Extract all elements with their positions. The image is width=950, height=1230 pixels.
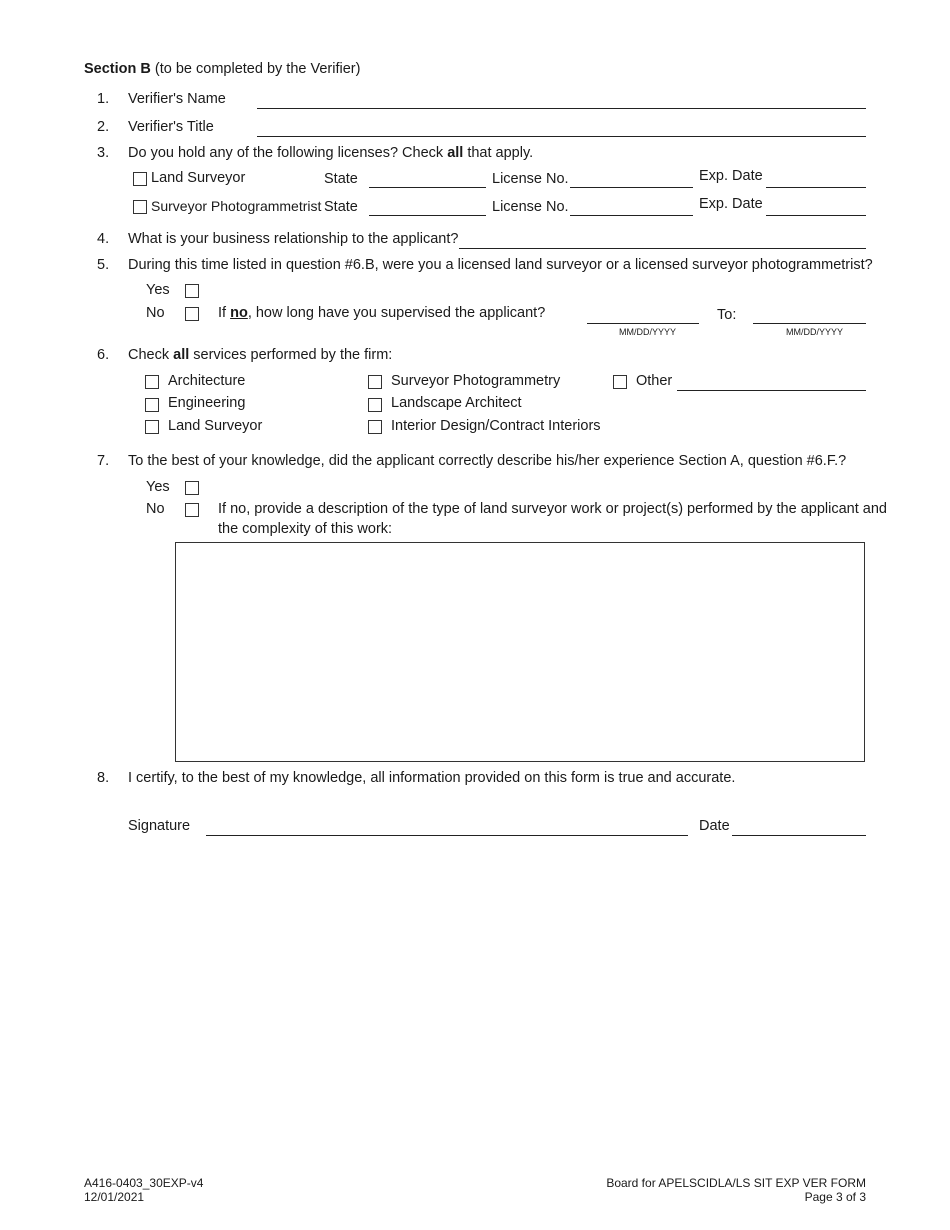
q5-question: During this time listed in question #6.B, were you a licensed land surveyor or a licensed surveyor photogrammetrist?	[128, 257, 873, 273]
interior-design-label: Interior Design/Contract Interiors	[391, 418, 601, 434]
q6-text-bold: all	[173, 347, 190, 363]
surveyor-photogrammetrist-license-label: Surveyor Photogrammetrist	[151, 198, 322, 214]
engineering-checkbox[interactable]	[145, 398, 159, 412]
land-surveyor-service-checkbox[interactable]	[145, 420, 159, 434]
business-relationship-field[interactable]	[459, 248, 866, 249]
other-service-label: Other	[636, 373, 673, 389]
land-surveyor-license-label: Land Surveyor	[151, 170, 246, 186]
q2-number: 2.	[97, 119, 110, 135]
landscape-architect-checkbox[interactable]	[368, 398, 382, 412]
form-id: A416-0403_30EXP-v4	[84, 1176, 204, 1190]
q3-number: 3.	[97, 145, 110, 161]
q3-text-before: Do you hold any of the following licenses? Check	[128, 145, 448, 161]
q5-no-label: No	[146, 305, 165, 321]
state-label: State	[324, 171, 358, 187]
section-title: Section B	[84, 61, 151, 77]
q5-if-no-bold: no	[230, 305, 248, 321]
other-service-checkbox[interactable]	[613, 375, 627, 389]
verifier-name-label: Verifier's Name	[128, 91, 226, 107]
surveyor-photogrammetrist-license-no-field[interactable]	[570, 215, 693, 216]
surveyor-photogrammetrist-exp-date-field[interactable]	[766, 215, 866, 216]
q8-number: 8.	[97, 770, 110, 786]
surveyor-photogrammetrist-state-field[interactable]	[369, 215, 486, 216]
exp-date-label: Exp. Date	[699, 196, 763, 212]
q6-question	[128, 347, 392, 363]
verifier-title-field[interactable]	[257, 136, 866, 137]
q6-text-before: Check	[128, 347, 174, 363]
q5-yes-label: Yes	[146, 282, 170, 298]
page-number: Page 3 of 3	[804, 1190, 866, 1204]
exp-date-label: Exp. Date	[699, 168, 763, 184]
q3-text-bold: all	[447, 145, 464, 161]
license-no-label: License No.	[492, 171, 569, 187]
land-surveyor-license-no-field[interactable]	[570, 187, 693, 188]
q7-question: To the best of your knowledge, did the applicant correctly describe his/her experience Section A, question #6.F.?	[128, 453, 847, 469]
supervised-from-date-field[interactable]	[587, 323, 699, 324]
q7-yes-label: Yes	[146, 479, 170, 495]
q7-description-instruction-line2: the complexity of this work:	[218, 521, 393, 537]
q3-text-after: that apply.	[463, 145, 534, 161]
surveyor-photogrammetry-label: Surveyor Photogrammetry	[391, 373, 561, 389]
q7-no-checkbox[interactable]	[185, 503, 199, 517]
land-surveyor-state-field[interactable]	[369, 187, 486, 188]
q5-if-suffix: , how long have you supervised the applicant?	[247, 305, 546, 321]
interior-design-checkbox[interactable]	[368, 420, 382, 434]
land-surveyor-exp-date-field[interactable]	[766, 187, 866, 188]
work-description-textarea[interactable]	[175, 542, 865, 762]
from-date-format-hint: MM/DD/YYYY	[619, 327, 677, 337]
board-form-title: Board for APELSCIDLA/LS SIT EXP VER FORM	[606, 1176, 866, 1190]
state-label: State	[324, 199, 358, 215]
q7-no-label: No	[146, 501, 165, 517]
engineering-label: Engineering	[168, 395, 246, 411]
business-relationship-label: What is your business relationship to the applicant?	[128, 231, 459, 247]
signature-field[interactable]	[206, 835, 688, 836]
to-label: To:	[717, 307, 737, 323]
section-header	[84, 61, 360, 77]
signature-date-field[interactable]	[732, 835, 866, 836]
q6-text-after: services performed by the firm:	[189, 347, 393, 363]
land-surveyor-service-label: Land Surveyor	[168, 418, 263, 434]
q5-number: 5.	[97, 257, 110, 273]
q5-yes-checkbox[interactable]	[185, 284, 199, 298]
to-date-format-hint: MM/DD/YYYY	[786, 327, 844, 337]
date-label: Date	[699, 818, 730, 834]
verifier-name-field[interactable]	[257, 108, 866, 109]
q7-number: 7.	[97, 453, 110, 469]
q5-if-no-text	[218, 305, 545, 321]
architecture-checkbox[interactable]	[145, 375, 159, 389]
surveyor-photogrammetry-checkbox[interactable]	[368, 375, 382, 389]
q1-number: 1.	[97, 91, 110, 107]
section-subtitle: (to be completed by the Verifier)	[154, 61, 361, 77]
surveyor-photogrammetrist-license-checkbox[interactable]	[133, 200, 147, 214]
landscape-architect-label: Landscape Architect	[391, 395, 522, 411]
q7-yes-checkbox[interactable]	[185, 481, 199, 495]
certification-statement: I certify, to the best of my knowledge, all information provided on this form is true and accurate.	[128, 770, 736, 786]
license-no-label: License No.	[492, 199, 569, 215]
signature-label: Signature	[128, 818, 191, 834]
q5-no-checkbox[interactable]	[185, 307, 199, 321]
q5-if-prefix: If	[218, 305, 231, 321]
architecture-label: Architecture	[168, 373, 246, 389]
supervised-to-date-field[interactable]	[753, 323, 866, 324]
form-date: 12/01/2021	[84, 1190, 145, 1204]
q7-description-instruction-line1: If no, provide a description of the type of land surveyor work or project(s) performed by the applicant and	[218, 501, 887, 517]
q4-number: 4.	[97, 231, 110, 247]
q6-number: 6.	[97, 347, 110, 363]
verifier-title-label: Verifier's Title	[128, 119, 214, 135]
other-service-field[interactable]	[677, 390, 866, 391]
land-surveyor-license-checkbox[interactable]	[133, 172, 147, 186]
q3-question	[128, 145, 533, 161]
